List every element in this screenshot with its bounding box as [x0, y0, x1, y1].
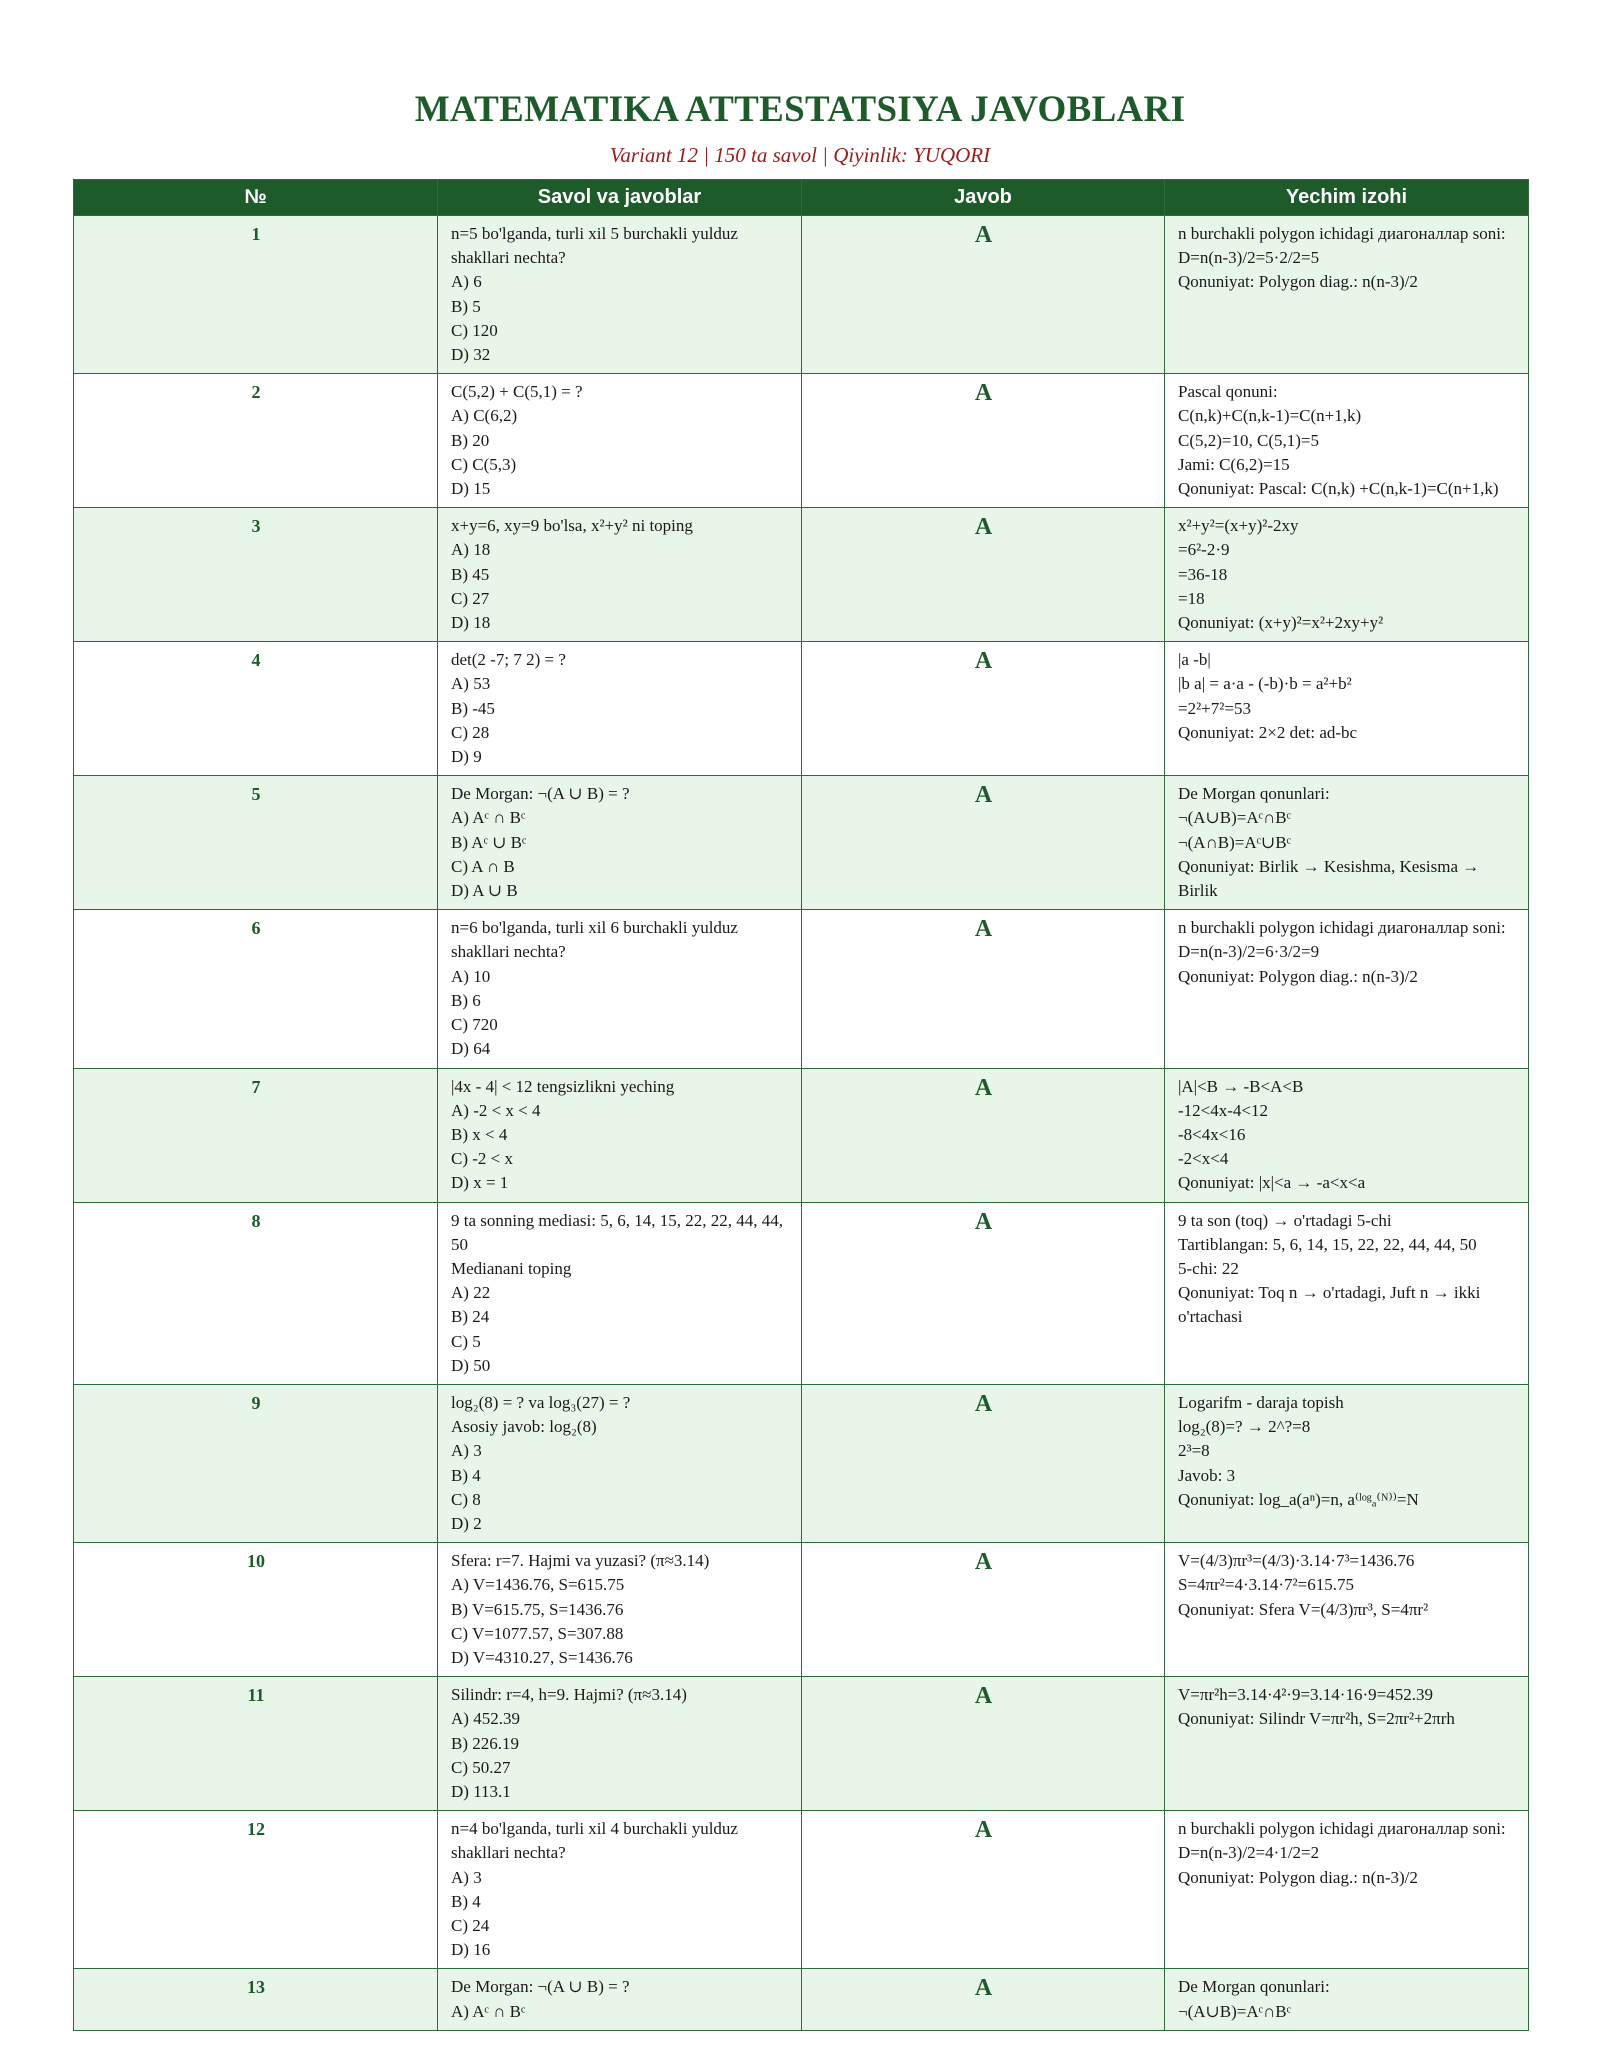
explanation-cell	[1165, 374, 1529, 508]
explanation-line: -8<4x<16	[1178, 1124, 1246, 1144]
table-body	[74, 216, 1529, 2031]
page-subtitle: Variant 12 | 150 ta savol | Qiyinlik: YUQORI	[609, 143, 991, 167]
explanation-line: D=n(n-3)/2=6·3/2=9	[1178, 942, 1320, 962]
answer-option: A) 18	[451, 540, 491, 560]
explanation-line: Qonuniyat: log_a(aⁿ)=n, a⁽ˡᵒᵍₐ⁽ᴺ⁾⁾=N	[1178, 1489, 1419, 1509]
table-row	[74, 1811, 1529, 1969]
explanation-line: |A|<B → -B<A<B	[1178, 1076, 1304, 1096]
explanation-cell	[1165, 642, 1529, 776]
answer-option: A) 6	[451, 272, 482, 292]
explanation-cell	[1165, 1384, 1529, 1542]
correct-answer: A	[802, 1202, 1165, 1384]
answer-option: B) Aᶜ ∪ Bᶜ	[451, 832, 527, 852]
question-text: Sfera: r=7. Hajmi va yuzasi? (π≈3.14)	[451, 1551, 710, 1571]
answer-option: C) 28	[451, 722, 490, 742]
answer-option: A) Aᶜ ∩ Bᶜ	[451, 808, 526, 828]
answer-option: D) 18	[451, 613, 491, 633]
explanation-line: =6²-2·9	[1178, 540, 1230, 560]
explanation-line: C(n,k)+C(n,k-1)=C(n+1,k)	[1178, 406, 1362, 426]
answer-option: B) 4	[451, 1465, 481, 1485]
answer-option: C) 5	[451, 1331, 481, 1351]
table-row	[74, 1543, 1529, 1677]
explanation-line: Qonuniyat: 2×2 det: ad-bc	[1178, 722, 1358, 742]
table-row	[74, 508, 1529, 642]
question-cell	[438, 910, 802, 1068]
answer-option: A) 10	[451, 966, 491, 986]
explanation-line: |b a| = a·a - (-b)·b = a²+b²	[1178, 674, 1352, 694]
question-cell	[438, 776, 802, 910]
question-number: 10	[74, 1543, 438, 1677]
answer-option: D) 16	[451, 1940, 491, 1960]
question-number: 6	[74, 910, 438, 1068]
question-cell	[438, 1811, 802, 1969]
question-text: De Morgan: ¬(A ∪ B) = ?	[451, 1977, 630, 1997]
explanation-cell	[1165, 1202, 1529, 1384]
answer-option: C) 8	[451, 1489, 481, 1509]
answer-option: C) A ∩ B	[451, 856, 515, 876]
explanation-cell	[1165, 1068, 1529, 1202]
correct-answer: A	[802, 642, 1165, 776]
question-number: 8	[74, 1202, 438, 1384]
table-row	[74, 1969, 1529, 2030]
table-row	[74, 1068, 1529, 1202]
question-number: 13	[74, 1969, 438, 2030]
explanation-cell	[1165, 1969, 1529, 2030]
explanation-line: Qonuniyat: Pascal: C(n,k) +C(n,k-1)=C(n+1,k)	[1178, 479, 1499, 499]
column-header-answer: Javob	[802, 180, 1165, 216]
correct-answer: A	[802, 1811, 1165, 1969]
answer-option: B) x < 4	[451, 1124, 508, 1144]
answer-option: D) 2	[451, 1513, 482, 1533]
answer-option: B) 5	[451, 296, 481, 316]
answer-option: B) -45	[451, 698, 495, 718]
answer-option: A) 53	[451, 674, 491, 694]
explanation-line: x²+y²=(x+y)²-2xy	[1178, 516, 1299, 536]
question-cell	[438, 374, 802, 508]
correct-answer: A	[802, 1677, 1165, 1811]
table-row	[74, 374, 1529, 508]
correct-answer: A	[802, 1384, 1165, 1542]
answer-option: A) 3	[451, 1441, 482, 1461]
answer-option: B) 4	[451, 1891, 481, 1911]
explanation-line: Tartiblangan: 5, 6, 14, 15, 22, 22, 44, 44, 50	[1178, 1234, 1477, 1254]
question-text: log₂(8) = ? va log₃(27) = ?	[451, 1392, 631, 1412]
explanation-line: ¬(A∪B)=Aᶜ∩Bᶜ	[1178, 808, 1291, 828]
answer-option: D) 113.1	[451, 1781, 511, 1801]
correct-answer: A	[802, 374, 1165, 508]
answer-option: D) A ∪ B	[451, 881, 518, 901]
question-cell	[438, 508, 802, 642]
question-cell	[438, 1202, 802, 1384]
header-row	[74, 180, 1529, 216]
answer-option: A) 22	[451, 1283, 491, 1303]
correct-answer: A	[802, 508, 1165, 642]
explanation-line: Jami: C(6,2)=15	[1178, 454, 1290, 474]
answer-option: A) 3	[451, 1867, 482, 1887]
question-text: 9 ta sonning mediasi: 5, 6, 14, 15, 22, 22, 44, 44, 50	[451, 1210, 783, 1254]
answer-option: C) 120	[451, 320, 498, 340]
table-row	[74, 1677, 1529, 1811]
answer-option: Medianani toping	[451, 1258, 572, 1278]
explanation-line: =18	[1178, 588, 1205, 608]
answer-option: D) 64	[451, 1039, 491, 1059]
explanation-line: log₂(8)=? → 2^?=8	[1178, 1417, 1311, 1437]
explanation-line: Qonuniyat: Sfera V=(4/3)πr³, S=4πr²	[1178, 1599, 1429, 1619]
answer-option: C) 24	[451, 1916, 490, 1935]
answer-option: A) 452.39	[451, 1709, 520, 1729]
answer-option: C) 27	[451, 588, 490, 608]
question-text: n=4 bo'lganda, turli xil 4 burchakli yulduz shakllari nechta?	[451, 1819, 738, 1863]
correct-answer: A	[802, 1543, 1165, 1677]
answer-option: D) x = 1	[451, 1173, 509, 1193]
answer-option: D) 9	[451, 747, 482, 767]
explanation-line: |a -b|	[1178, 650, 1211, 670]
table-row	[74, 910, 1529, 1068]
explanation-cell	[1165, 1677, 1529, 1811]
question-text: Silindr: r=4, h=9. Hajmi? (π≈3.14)	[451, 1685, 687, 1705]
explanation-line: Qonuniyat: Toq n → o'rtadagi, Juft n → ikki o'rtachasi	[1178, 1283, 1481, 1327]
page-title: MATEMATIKA ATTESTATSIYA JAVOBLARI	[414, 89, 1186, 130]
question-text: n=5 bo'lganda, turli xil 5 burchakli yulduz shakllari nechta?	[451, 224, 738, 268]
answer-option: B) 6	[451, 990, 481, 1010]
explanation-line: Qonuniyat: Birlik → Kesishma, Kesisma → Birlik	[1178, 856, 1480, 901]
explanation-line: =36-18	[1178, 564, 1228, 584]
answer-option: D) V=4310.27, S=1436.76	[451, 1647, 633, 1667]
question-number: 11	[74, 1677, 438, 1811]
column-header-explanation: Yechim izohi	[1165, 180, 1529, 216]
question-cell	[438, 216, 802, 374]
explanation-line: V=πr²h=3.14·4²·9=3.14·16·9=452.39	[1178, 1685, 1433, 1705]
explanation-line: Logarifm - daraja topish	[1178, 1392, 1344, 1412]
answer-option: B) V=615.75, S=1436.76	[451, 1599, 624, 1619]
explanation-line: V=(4/3)πr³=(4/3)·3.14·7³=1436.76	[1178, 1551, 1415, 1571]
question-text: det(2 -7; 7 2) = ?	[451, 650, 566, 670]
explanation-line: ¬(A∪B)=Aᶜ∩Bᶜ	[1178, 2001, 1291, 2021]
answer-option: C) V=1077.57, S=307.88	[451, 1623, 624, 1643]
question-number: 12	[74, 1811, 438, 1969]
explanation-line: n burchakli polygon ichidagi диагоналлар soni:	[1178, 918, 1506, 938]
question-number: 9	[74, 1384, 438, 1542]
answer-option: D) 32	[451, 345, 491, 365]
explanation-line: D=n(n-3)/2=5·2/2=5	[1178, 248, 1320, 268]
explanation-line: n burchakli polygon ichidagi диагоналлар soni:	[1178, 224, 1506, 243]
question-cell	[438, 1677, 802, 1811]
explanation-line: 5-chi: 22	[1178, 1258, 1239, 1278]
table-row	[74, 776, 1529, 910]
explanation-cell	[1165, 216, 1529, 374]
answers-table	[73, 179, 1529, 2031]
question-cell	[438, 1384, 802, 1542]
answer-option: C) 50.27	[451, 1757, 511, 1777]
question-text: |4x - 4| < 12 tengsizlikni yeching	[451, 1076, 675, 1096]
correct-answer: A	[802, 216, 1165, 374]
explanation-line: Qonuniyat: (x+y)²=x²+2xy+y²	[1178, 613, 1384, 633]
explanation-line: -2<x<4	[1178, 1149, 1229, 1169]
explanation-cell	[1165, 508, 1529, 642]
explanation-line: Qonuniyat: Polygon diag.: n(n-3)/2	[1178, 1867, 1418, 1887]
question-cell	[438, 1543, 802, 1677]
explanation-line: =2²+7²=53	[1178, 698, 1251, 718]
explanation-line: 2³=8	[1178, 1441, 1210, 1461]
explanation-line: Qonuniyat: Polygon diag.: n(n-3)/2	[1178, 272, 1418, 292]
question-number: 1	[74, 216, 438, 374]
question-cell	[438, 642, 802, 776]
answer-option: C) C(5,3)	[451, 454, 517, 474]
explanation-line: Javob: 3	[1178, 1465, 1236, 1485]
table-header	[74, 180, 1529, 216]
table-row	[74, 1202, 1529, 1384]
question-number: 7	[74, 1068, 438, 1202]
explanation-cell	[1165, 1811, 1529, 1969]
table-row	[74, 216, 1529, 374]
correct-answer: A	[802, 1969, 1165, 2030]
column-header-number: №	[74, 180, 438, 216]
correct-answer: A	[802, 1068, 1165, 1202]
question-text: x+y=6, xy=9 bo'lsa, x²+y² ni toping	[451, 516, 693, 536]
answer-option: Asosiy javob: log₂(8)	[451, 1417, 597, 1437]
question-cell	[438, 1969, 802, 2030]
explanation-line: De Morgan qonunlari:	[1178, 784, 1330, 804]
question-text: n=6 bo'lganda, turli xil 6 burchakli yulduz shakllari nechta?	[451, 918, 738, 962]
correct-answer: A	[802, 910, 1165, 1068]
question-number: 5	[74, 776, 438, 910]
explanation-line: Qonuniyat: Polygon diag.: n(n-3)/2	[1178, 966, 1418, 986]
explanation-line: Pascal qonuni:	[1178, 382, 1278, 402]
answer-option: A) V=1436.76, S=615.75	[451, 1575, 625, 1595]
answer-option: D) 15	[451, 479, 491, 499]
question-number: 3	[74, 508, 438, 642]
answer-option: A) -2 < x < 4	[451, 1100, 541, 1120]
answer-option: B) 226.19	[451, 1733, 519, 1753]
explanation-line: n burchakli polygon ichidagi диагоналлар soni:	[1178, 1819, 1506, 1839]
explanation-line: 9 ta son (toq) → o'rtadagi 5-chi	[1178, 1210, 1392, 1230]
answer-option: B) 24	[451, 1307, 490, 1327]
explanation-line: C(5,2)=10, C(5,1)=5	[1178, 430, 1319, 450]
question-number: 2	[74, 374, 438, 508]
answer-option: C) -2 < x	[451, 1149, 513, 1169]
question-number: 4	[74, 642, 438, 776]
answer-option: A) Aᶜ ∩ Bᶜ	[451, 2001, 526, 2021]
answer-option: D) 50	[451, 1355, 491, 1375]
explanation-line: Qonuniyat: |x|<a → -a<x<a	[1178, 1173, 1366, 1193]
explanation-line: Qonuniyat: Silindr V=πr²h, S=2πr²+2πrh	[1178, 1709, 1455, 1729]
answer-option: C) 720	[451, 1015, 498, 1035]
question-cell	[438, 1068, 802, 1202]
explanation-cell	[1165, 1543, 1529, 1677]
explanation-line: De Morgan qonunlari:	[1178, 1977, 1330, 1997]
explanation-cell	[1165, 910, 1529, 1068]
question-text: De Morgan: ¬(A ∪ B) = ?	[451, 784, 630, 804]
explanation-line: ¬(A∩B)=Aᶜ∪Bᶜ	[1178, 832, 1291, 852]
correct-answer: A	[802, 776, 1165, 910]
table-row	[74, 1384, 1529, 1542]
answer-option: B) 20	[451, 430, 490, 450]
question-text: C(5,2) + C(5,1) = ?	[451, 382, 583, 402]
column-header-question: Savol va javoblar	[438, 180, 802, 216]
explanation-cell	[1165, 776, 1529, 910]
explanation-line: D=n(n-3)/2=4·1/2=2	[1178, 1843, 1320, 1863]
explanation-line: S=4πr²=4·3.14·7²=615.75	[1178, 1575, 1354, 1595]
answer-option: A) C(6,2)	[451, 406, 518, 426]
answer-option: B) 45	[451, 564, 490, 584]
table-row	[74, 642, 1529, 776]
answers-table-container	[73, 179, 1528, 2021]
explanation-line: -12<4x-4<12	[1178, 1100, 1268, 1120]
